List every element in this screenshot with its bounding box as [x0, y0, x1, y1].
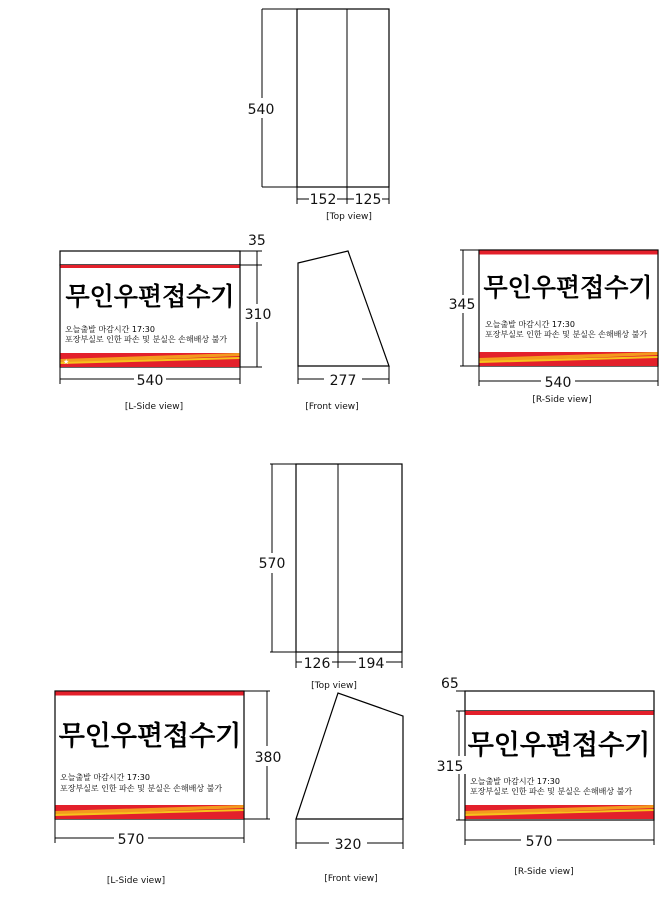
top-view-2-outline	[296, 464, 402, 652]
front-view-2-width-label: 320	[334, 837, 362, 853]
top-view-2-height-label: 570	[258, 556, 286, 572]
lside-view-1-top-panel	[60, 251, 240, 265]
lside-view-2	[55, 691, 284, 886]
lside-view-1-width-label: 540	[136, 373, 164, 389]
lside-view-1	[60, 233, 273, 412]
lside-view-2-height-label: 380	[254, 750, 282, 766]
rside-view-1-caption: [R-Side view]	[532, 395, 592, 405]
rside-view-2-height-label: 315	[436, 759, 464, 775]
front-view-1-width-label: 277	[329, 373, 357, 389]
top-view-1	[245, 9, 389, 222]
lside-view-2-sign-panel	[55, 691, 244, 819]
front-view-2	[296, 693, 403, 884]
logo-mark: ★	[63, 358, 70, 366]
rside-view-1-width-label: 540	[544, 375, 572, 391]
top-view-2-caption: [Top view]	[311, 681, 357, 691]
rside-view-1-sign-panel	[479, 250, 658, 366]
lside-view-2-sign-line2: 포장부실로 인한 파손 및 분실은 손해배상 불가	[60, 784, 223, 793]
lside-view-2-width-label: 570	[117, 832, 145, 848]
lside-view-1-height-label: 310	[244, 307, 272, 323]
top-view-1-left-width-label: 152	[309, 192, 337, 208]
lside-view-1-sign-line1: 오늘출발 마감시간 17:30	[65, 325, 155, 334]
front-view-2-caption: [Front view]	[324, 874, 378, 884]
rside-view-1-height-label: 345	[448, 297, 476, 313]
top-view-1-height-label: 540	[247, 102, 275, 118]
rside-view-2-sign-line2: 포장부실로 인한 파손 및 분실은 손해배상 불가	[470, 787, 633, 796]
rside-view-2	[436, 676, 654, 877]
rside-view-1-sign-line1: 오늘출발 마감시간 17:30	[485, 320, 575, 329]
lside-view-2-caption: [L-Side view]	[106, 876, 166, 886]
rside-view-2-sign-line1: 오늘출발 마감시간 17:30	[470, 777, 560, 786]
rside-view-1	[448, 250, 658, 405]
rside-view-2-sign-panel	[465, 711, 654, 820]
rside-view-2-top-panel	[465, 691, 654, 711]
top-view-1-outline	[297, 9, 389, 187]
front-view-2-shape	[296, 693, 403, 819]
lside-view-1-sign-title: 무인우편접수기	[65, 282, 235, 311]
top-view-2	[255, 464, 402, 691]
top-view-1-caption: [Top view]	[326, 212, 372, 222]
lside-view-1-sign-line2: 포장부실로 인한 파손 및 분실은 손해배상 불가	[65, 335, 228, 344]
rside-view-1-sign-title: 무인우편접수기	[483, 273, 653, 302]
rside-view-1-sign-line2: 포장부실로 인한 파손 및 분실은 손해배상 불가	[485, 330, 648, 339]
front-view-1-shape	[298, 251, 389, 366]
lside-view-2-sign-line1: 오늘출발 마감시간 17:30	[60, 773, 150, 782]
top-view-1-right-width-label: 125	[354, 192, 382, 208]
rside-view-2-top-label: 65	[441, 676, 459, 692]
lside-view-1-sign-panel	[60, 265, 240, 367]
rside-view-2-width-label: 570	[525, 834, 553, 850]
lside-view-1-top-label: 35	[248, 233, 266, 249]
top-view-2-right-width-label: 194	[357, 656, 385, 672]
front-view-1-caption: [Front view]	[305, 402, 359, 412]
lside-view-1-caption: [L-Side view]	[124, 402, 184, 412]
front-view-1	[298, 251, 389, 412]
rside-view-2-caption: [R-Side view]	[514, 867, 574, 877]
rside-view-2-sign-title: 무인우편접수기	[467, 730, 651, 761]
top-view-2-left-width-label: 126	[303, 656, 331, 672]
lside-view-2-sign-title: 무인우편접수기	[58, 721, 242, 752]
